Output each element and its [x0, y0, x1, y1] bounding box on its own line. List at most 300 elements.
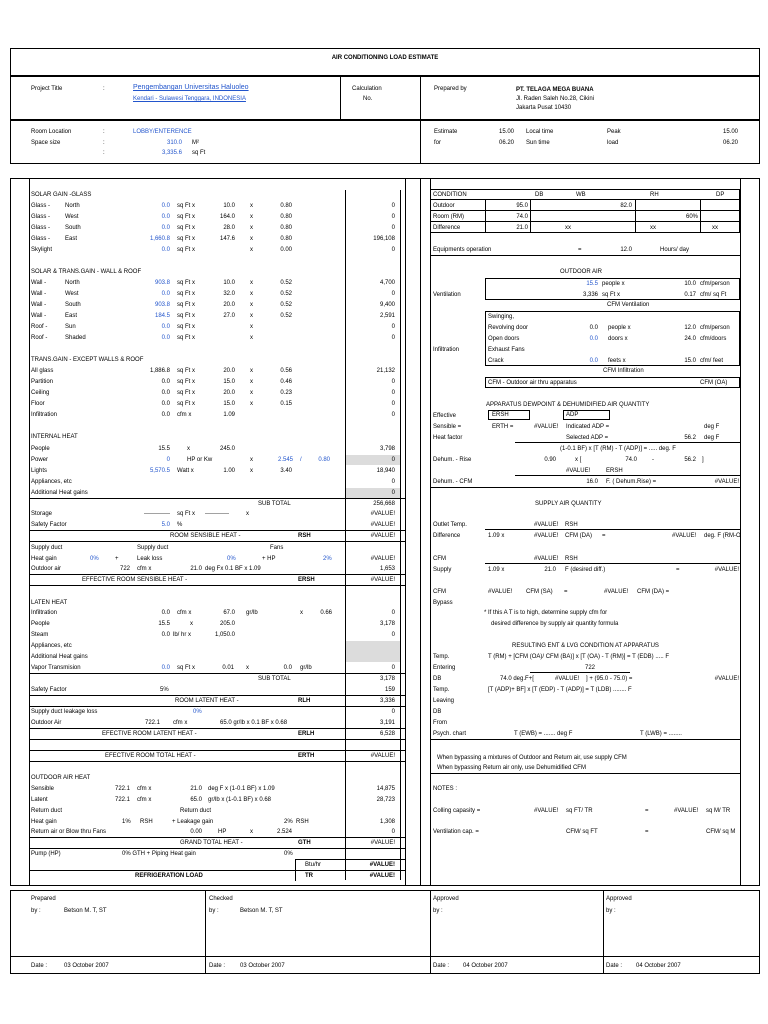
row-k: 0.80: [280, 203, 292, 209]
lat-infil-result: 0: [391, 610, 395, 616]
row-f: 32.0: [223, 291, 235, 297]
row-u: sq Ft x: [177, 302, 196, 308]
oa-sens-result: 14,875: [376, 786, 395, 792]
times: x: [250, 457, 253, 463]
row-res: 2,591: [379, 313, 395, 319]
row-q: 1,886.8: [149, 368, 170, 374]
hp-label: + HP: [262, 556, 276, 562]
divider: [29, 695, 405, 696]
rlh-label: ROOM LATENT HEAT -: [175, 698, 239, 704]
diff-value: #VALUE!: [534, 533, 559, 539]
rsh-key-small: RSH: [140, 819, 153, 825]
row-x: x: [250, 236, 253, 242]
outdoor-air-title: OUTDOOR AIR: [560, 269, 603, 275]
people-label: People: [31, 446, 50, 452]
divider: [530, 199, 531, 233]
row-res: 21,132: [376, 368, 395, 374]
steam-factor: 1,050.0: [214, 632, 235, 638]
lights-label: Lights: [31, 468, 48, 474]
row-a: Wall -: [31, 313, 47, 319]
row-f: 164.0: [219, 214, 235, 220]
revolving-cfm: 12.0: [684, 325, 696, 331]
erth-label-right: ERTH =: [492, 424, 514, 430]
divider: [420, 120, 421, 164]
refrig-label: REFRIGERATION LOAD: [135, 873, 203, 879]
cfm-person-unit: cfm/person: [700, 281, 730, 287]
oa-people: 15.5: [586, 281, 598, 287]
row-u: sq Ft x: [177, 214, 196, 220]
ret-heat-result: 1,308: [379, 819, 395, 825]
refrig-result: #VALUE!: [369, 873, 395, 879]
project-name-link[interactable]: Pengembangan Universitas Haluoleo: [133, 84, 249, 91]
people-unit: people x: [608, 325, 631, 331]
approved-label-2: Approved: [606, 896, 632, 902]
swinging-label: Swinging,: [488, 314, 515, 320]
row-a: Glass -: [31, 203, 51, 209]
divider: [29, 837, 405, 838]
row-f: 15.0: [223, 401, 235, 407]
lat-outdoor-result: 3,191: [379, 720, 395, 726]
outdoor-dt: 21.0: [190, 566, 202, 572]
date-prepared: 03 October 2007: [64, 963, 109, 969]
storage-label: Storage: [31, 511, 53, 517]
project-label: Project Title: [31, 86, 63, 92]
divider: [29, 498, 405, 499]
exhaust-label: Exhaust Fans: [488, 347, 525, 353]
doors-unit: doors x: [608, 336, 628, 342]
storage-unit: sq Ft x: [177, 511, 196, 517]
selected-adp-label: Selected ADP =: [566, 435, 609, 441]
gr-unit: gr/lb: [246, 610, 258, 616]
dp-header: DP: [716, 192, 725, 198]
shaded-cell: [346, 641, 400, 662]
adp-label: ADP: [566, 412, 579, 418]
prepared-footer-label: Prepared: [31, 896, 56, 902]
row-k: 0.52: [280, 291, 292, 297]
row-q: 0.0: [161, 390, 170, 396]
date-approved-2: 04 October 2007: [636, 963, 681, 969]
temp-formula-1: T (RM) + [CFM (OA)/ CFM (BA)] x [T (OA) - T (RM)] = T (EDB) ..... F: [488, 654, 669, 660]
tr-unit: TR: [305, 873, 313, 879]
db-formula-2: ] + (95.0 - 75.0) =: [586, 676, 633, 682]
calc-no-label: No.: [363, 96, 373, 102]
cooling-value: #VALUE!: [534, 808, 559, 814]
outdoor-result: 1,653: [379, 566, 395, 572]
room-rh: 60%: [685, 214, 698, 220]
crack-qty: 0.0: [589, 358, 598, 364]
difference-label: Difference: [433, 225, 461, 231]
bypass-note-2: When bypassing Return air only, use Dehumidified CFM: [437, 765, 586, 771]
heat-gain-label: Heat gain: [31, 556, 57, 562]
divider: [29, 761, 405, 762]
ret-air-hp: 0.00: [190, 829, 202, 835]
condition-header: CONDITION: [433, 192, 467, 198]
power-label: Power: [31, 457, 49, 463]
divider: [700, 199, 701, 233]
supply-factor: 1.09 x: [488, 567, 505, 573]
lat-safety-result: 159: [384, 687, 395, 693]
cfm-sqft-unit: cfm/ sq Ft: [700, 292, 727, 298]
approved-label-1: Approved: [433, 896, 459, 902]
row-f: 15.0: [223, 379, 235, 385]
row-u: sq Ft x: [177, 247, 196, 253]
divider: [10, 956, 760, 957]
divider: [430, 739, 740, 740]
prepared-name: Betson M. T, ST: [64, 908, 107, 914]
leak-pct: 0%: [227, 556, 236, 562]
lat-outdoor-cfm: 722.1: [144, 720, 160, 726]
ersh-key: ERSH: [298, 577, 315, 583]
outdoor-cfm: 722: [119, 566, 130, 572]
row-k: 0.23: [280, 390, 292, 396]
open-doors-label: Open doors: [488, 336, 520, 342]
project-location-link[interactable]: Kendari - Sulawesi Tenggara, INDONESIA: [133, 96, 246, 102]
row-b: West: [65, 291, 79, 297]
lat-people-factor: 205.0: [219, 621, 235, 627]
internal-title: INTERNAL HEAT: [31, 434, 78, 440]
people-unit: people x: [602, 281, 625, 287]
row-u: sq Ft x: [177, 313, 196, 319]
db-header: DB: [535, 192, 544, 198]
checked-label: Checked: [209, 896, 233, 902]
row-res: 4,700: [379, 280, 395, 286]
fans-label: Fans: [270, 545, 284, 551]
row-a: Skylight: [31, 247, 53, 253]
diff-unit: deg. F (RM-O: [704, 533, 741, 539]
sqft-unit: sq Ft x: [602, 292, 621, 298]
row-x: x: [250, 302, 253, 308]
steam-unit: lb/ hr x: [173, 632, 192, 638]
cfm-oa-unit: CFM (OA): [700, 380, 728, 386]
cfm-person-unit: cfm/person: [700, 325, 730, 331]
divider: [430, 255, 740, 256]
row-res: 0: [391, 379, 395, 385]
room-db: 74.0: [516, 214, 528, 220]
heat-gain-pct: 0%: [90, 556, 99, 562]
estimate-value: 15.00: [498, 129, 514, 135]
divider: [205, 890, 206, 974]
outlet-temp-label: Outlet Temp.: [433, 522, 467, 528]
outdoor-formula: deg Fx 0.1 BF x 1.09: [205, 566, 261, 572]
divider: [29, 870, 405, 871]
page-title: AIR CONDITIONING LOAD ESTIMATE: [331, 55, 439, 61]
oa-heat-title: OUTDOOR AIR HEAT: [31, 775, 91, 781]
steam-qty: 0.0: [161, 632, 170, 638]
lat-infil-gr: 67.0: [223, 610, 235, 616]
pump-label: Pump (HP): [31, 851, 61, 857]
hp-unit: HP: [218, 829, 227, 835]
row-q: 0.0: [161, 412, 170, 418]
row-a: Wall -: [31, 280, 47, 286]
divider: [485, 563, 740, 564]
cooling-value-m: #VALUE!: [674, 808, 699, 814]
row-a: Infiltration: [31, 412, 58, 418]
outlet-value: #VALUE!: [534, 522, 559, 528]
resulting-title: RESULTING ENT & LVG CONDITION AT APPARATUS: [512, 643, 659, 649]
supply-leak-pct: 0%: [193, 709, 202, 715]
row-res: 0: [391, 214, 395, 220]
row-k: 0.46: [280, 379, 292, 385]
cfm-unit: cfm x: [137, 797, 152, 803]
diff-rh: xx: [650, 225, 656, 231]
pump-formula: 0% GTH + Piping Heat gain: [122, 851, 196, 857]
row-x: x: [250, 247, 253, 253]
diff-factor: 1.09 x: [488, 533, 505, 539]
sun-time-label: Sun time: [526, 140, 550, 146]
note-line-1: * If this A T is to high, determine supply cfm for: [484, 610, 608, 616]
company-name: PT. TELAGA MEGA BUANA: [516, 87, 594, 93]
pct-unit: %: [177, 522, 183, 528]
row-b: North: [65, 280, 80, 286]
header-project-box: [10, 76, 760, 120]
sensible-label: Sensible =: [433, 424, 462, 430]
dehum-cfm-result: #VALUE!: [714, 479, 739, 485]
oa-sens-formula: deg F x (1-0.1 BF) x 1.09: [208, 786, 275, 792]
bypass-note-1: When bypassing a mixtures of Outdoor and Return air, use supply CFM: [437, 755, 627, 761]
row-res: 0: [391, 401, 395, 407]
row-res: 196,108: [373, 236, 395, 242]
power-result: 0: [391, 457, 395, 463]
cfm-oa-label: CFM - Outdoor air thru apparatus: [488, 380, 577, 386]
wall-title: SOLAR & TRANS.GAIN - WALL & ROOF: [31, 269, 142, 275]
notes-label: NOTES :: [433, 786, 458, 792]
ret-air-factor: 2.524: [276, 829, 292, 835]
supply-dt: 21.0: [544, 567, 556, 573]
db-label: DB: [433, 676, 442, 682]
lwb-formula: T (LWB) = ........: [640, 731, 682, 737]
row-b: North: [65, 203, 80, 209]
entering-label: Entering: [433, 665, 456, 671]
supply-result: #VALUE!: [714, 567, 739, 573]
divider: [430, 221, 740, 222]
divider: [635, 199, 636, 233]
hours-unit: Hours/ day: [660, 247, 690, 253]
rh-header: RH: [650, 192, 659, 198]
row-a: Roof -: [31, 324, 48, 330]
divider: [29, 541, 405, 542]
row-u: sq Ft x: [177, 401, 196, 407]
oa-sens-dt: 21.0: [190, 786, 202, 792]
row-q: 1,660.8: [149, 236, 170, 242]
row-u: sq Ft x: [177, 280, 196, 286]
equip-label: Equipments operation: [433, 247, 492, 253]
prepared-label: Prepared by: [434, 86, 467, 92]
return-duct-label: Return duct: [31, 808, 63, 814]
lat-safety-pct: 5%: [160, 687, 169, 693]
row-a: Floor: [31, 401, 45, 407]
local-time-label: Local time: [526, 129, 554, 135]
erth-label: EFECTIVE ROOM TOTAL HEAT -: [105, 753, 196, 759]
row-f: 10.0: [223, 203, 235, 209]
hp-pct: 2%: [323, 556, 332, 562]
oa-lat-cfm: 722.1: [114, 797, 130, 803]
row-a: Glass -: [31, 214, 51, 220]
entering-value: 722: [585, 665, 596, 671]
cfm-da-label: CFM (DA): [565, 533, 592, 539]
vent-cap-label: Ventilation cap. =: [433, 829, 479, 835]
diff-result: #VALUE!: [672, 533, 697, 539]
storage-result: #VALUE!: [370, 511, 395, 517]
divider: [485, 199, 486, 233]
vapor-label: Vapor Transmision: [31, 665, 81, 671]
divider: [29, 848, 405, 849]
cfm-unit: cfm x: [173, 720, 188, 726]
row-x: x: [250, 324, 253, 330]
revolving-label: Revolving door: [488, 325, 529, 331]
row-a: Glass -: [31, 236, 51, 242]
sqm-tr-unit: sq M/ TR: [706, 808, 731, 814]
ret-air-label: Return air or Blow thru Fans: [31, 829, 107, 835]
rise-formula: (1-0.1 BF) x [T (RM) - T (ADP)] = ..... deg. F: [560, 446, 676, 452]
row-x: x: [250, 280, 253, 286]
by-label: by :: [31, 908, 41, 914]
row-res: 0: [391, 412, 395, 418]
indicated-adp-label: Indicated ADP =: [566, 424, 610, 430]
row-a: Roof -: [31, 335, 48, 341]
equals: =: [564, 589, 568, 595]
people-factor: 245.0: [219, 446, 235, 452]
heat-factor-label: Heat factor: [433, 435, 463, 441]
row-res: 0: [391, 247, 395, 253]
oa-lat-formula: gr/lb x (1-0.1 BF) x 0.68: [208, 797, 272, 803]
people-qty: 15.5: [158, 446, 170, 452]
row-a: Glass -: [31, 225, 51, 231]
room-location-value: LOBBY/ENTERENCE: [133, 129, 192, 135]
row-q: 0.0: [161, 335, 170, 341]
date-approved-1: 04 October 2007: [463, 963, 508, 969]
divider: [340, 76, 341, 120]
oa-cfm-sqft: 0.17: [684, 292, 696, 298]
slash: /: [300, 457, 302, 463]
row-x: x: [250, 225, 253, 231]
lat-infil-qty: 0.0: [161, 610, 170, 616]
dehum-cfm-value: 16.0: [586, 479, 598, 485]
temp-label-2: Temp.: [433, 687, 450, 693]
cfm-sqft-unit-2: CFM/ sq FT: [566, 829, 598, 835]
erth-result: #VALUE!: [370, 753, 395, 759]
safety-label: Safety Factor: [31, 522, 67, 528]
rlh-result: 3,336: [379, 698, 395, 704]
trans-title: TRANS.GAIN - EXCEPT WALLS & ROOF: [31, 357, 144, 363]
oa-lat-label: Latent: [31, 797, 48, 803]
supply-air-title: SUPPLY AIR QUANTITY: [535, 501, 602, 507]
sensible-value: #VALUE!: [534, 424, 559, 430]
deg-f-unit: deg F: [704, 435, 720, 441]
lat-infil-label: Infiltration: [31, 610, 58, 616]
return-duct-label-2: Return duct: [180, 808, 212, 814]
ersh-label-right: ERSH: [492, 412, 509, 418]
space-m2-value: 310.0: [166, 140, 182, 146]
company-address-1: Jl. Raden Saleh No.28, Cikini: [516, 96, 595, 102]
room-rm-label: Room (RM): [433, 214, 464, 220]
erlh-label: EFECTIVE ROOM LATENT HEAT -: [102, 731, 197, 737]
row-q: 903.8: [154, 280, 170, 286]
divider: [29, 673, 405, 674]
row-k: 0.80: [280, 225, 292, 231]
by-label: by :: [606, 908, 616, 914]
cfm-da-label-2: CFM (DA) =: [637, 589, 670, 595]
note-line-2: desired difference by supply air quantity formula: [491, 621, 619, 627]
temp-label: Temp.: [433, 654, 450, 660]
for-label: for: [434, 140, 442, 146]
row-res: 0: [391, 390, 395, 396]
peak-value: 15.00: [722, 129, 738, 135]
power-qty: 0: [166, 457, 170, 463]
divider: [430, 773, 740, 774]
row-f: 10.0: [223, 280, 235, 286]
steam-result: 0: [391, 632, 395, 638]
btu-unit: Btu/hr: [305, 862, 322, 868]
row-f: 28.0: [223, 225, 235, 231]
people-result: 3,798: [379, 446, 395, 452]
effective-label: Effective: [433, 413, 456, 419]
row-f: 20.0: [223, 390, 235, 396]
row-u: cfm x: [177, 412, 192, 418]
diff-db: 21.0: [516, 225, 528, 231]
oa-cfm-person: 10.0: [684, 281, 696, 287]
supply-label: Supply: [433, 567, 452, 573]
row-u: sq Ft x: [177, 335, 196, 341]
rsh-result: #VALUE!: [370, 533, 395, 539]
rsh-label-right: RSH: [565, 522, 578, 528]
divider: [515, 442, 740, 443]
crack-cfm: 15.0: [684, 358, 696, 364]
lights-qty: 5,570.5: [149, 468, 170, 474]
steam-label: Steam: [31, 632, 49, 638]
row-q: 0.0: [161, 225, 170, 231]
row-k: 0.15: [280, 401, 292, 407]
outdoor-db: 95.0: [516, 203, 528, 209]
solar-glass-title: SOLAR GAIN -GLASS: [31, 192, 92, 198]
divider: [603, 890, 604, 974]
row-k: 0.00: [280, 247, 292, 253]
value-label: #VALUE!: [566, 468, 591, 474]
lat-additional-label: Additional Heat gains: [31, 654, 88, 660]
ewb-formula: T (EWB) = ....... deg F: [514, 731, 573, 737]
revolving-qty: 0.0: [589, 325, 598, 331]
gth-key: GTH: [298, 840, 311, 846]
title-box: [10, 48, 760, 76]
row-f: 147.6: [219, 236, 235, 242]
by-label: by :: [433, 908, 443, 914]
diff-wb: xx: [565, 225, 571, 231]
equals: =: [676, 567, 680, 573]
apparatus-title: APPARATUS DEWPOINT & DEHUMIDIFIED AIR QUANTITY: [486, 402, 650, 408]
leak-loss-label: Leak loss: [137, 556, 163, 562]
colon: :: [103, 140, 105, 146]
times: x: [246, 665, 249, 671]
x-bracket: x [: [575, 457, 582, 463]
power-unit: HP or Kw: [187, 457, 213, 463]
row-u: sq Ft x: [177, 379, 196, 385]
storage-factor: ------------: [205, 511, 229, 517]
row-x: x: [250, 291, 253, 297]
storage-qty: -------------: [144, 511, 170, 517]
row-f: 20.0: [223, 368, 235, 374]
ersh-label-2: ERSH: [606, 468, 623, 474]
lights-k: 3.40: [280, 468, 292, 474]
dehum-rise-label: Dehum. - Rise: [433, 457, 472, 463]
space-sqft-value: 3,335.6: [161, 150, 182, 156]
row-x: x: [250, 390, 253, 396]
times: x: [190, 621, 193, 627]
supply-leak-label: Supply duct leakage loss: [31, 709, 98, 715]
row-q: 184.5: [154, 313, 170, 319]
gr-unit: gr/lb: [300, 665, 312, 671]
ret-heat-pct: 1%: [122, 819, 131, 825]
row-b: East: [65, 313, 78, 319]
row-f: 27.0: [223, 313, 235, 319]
